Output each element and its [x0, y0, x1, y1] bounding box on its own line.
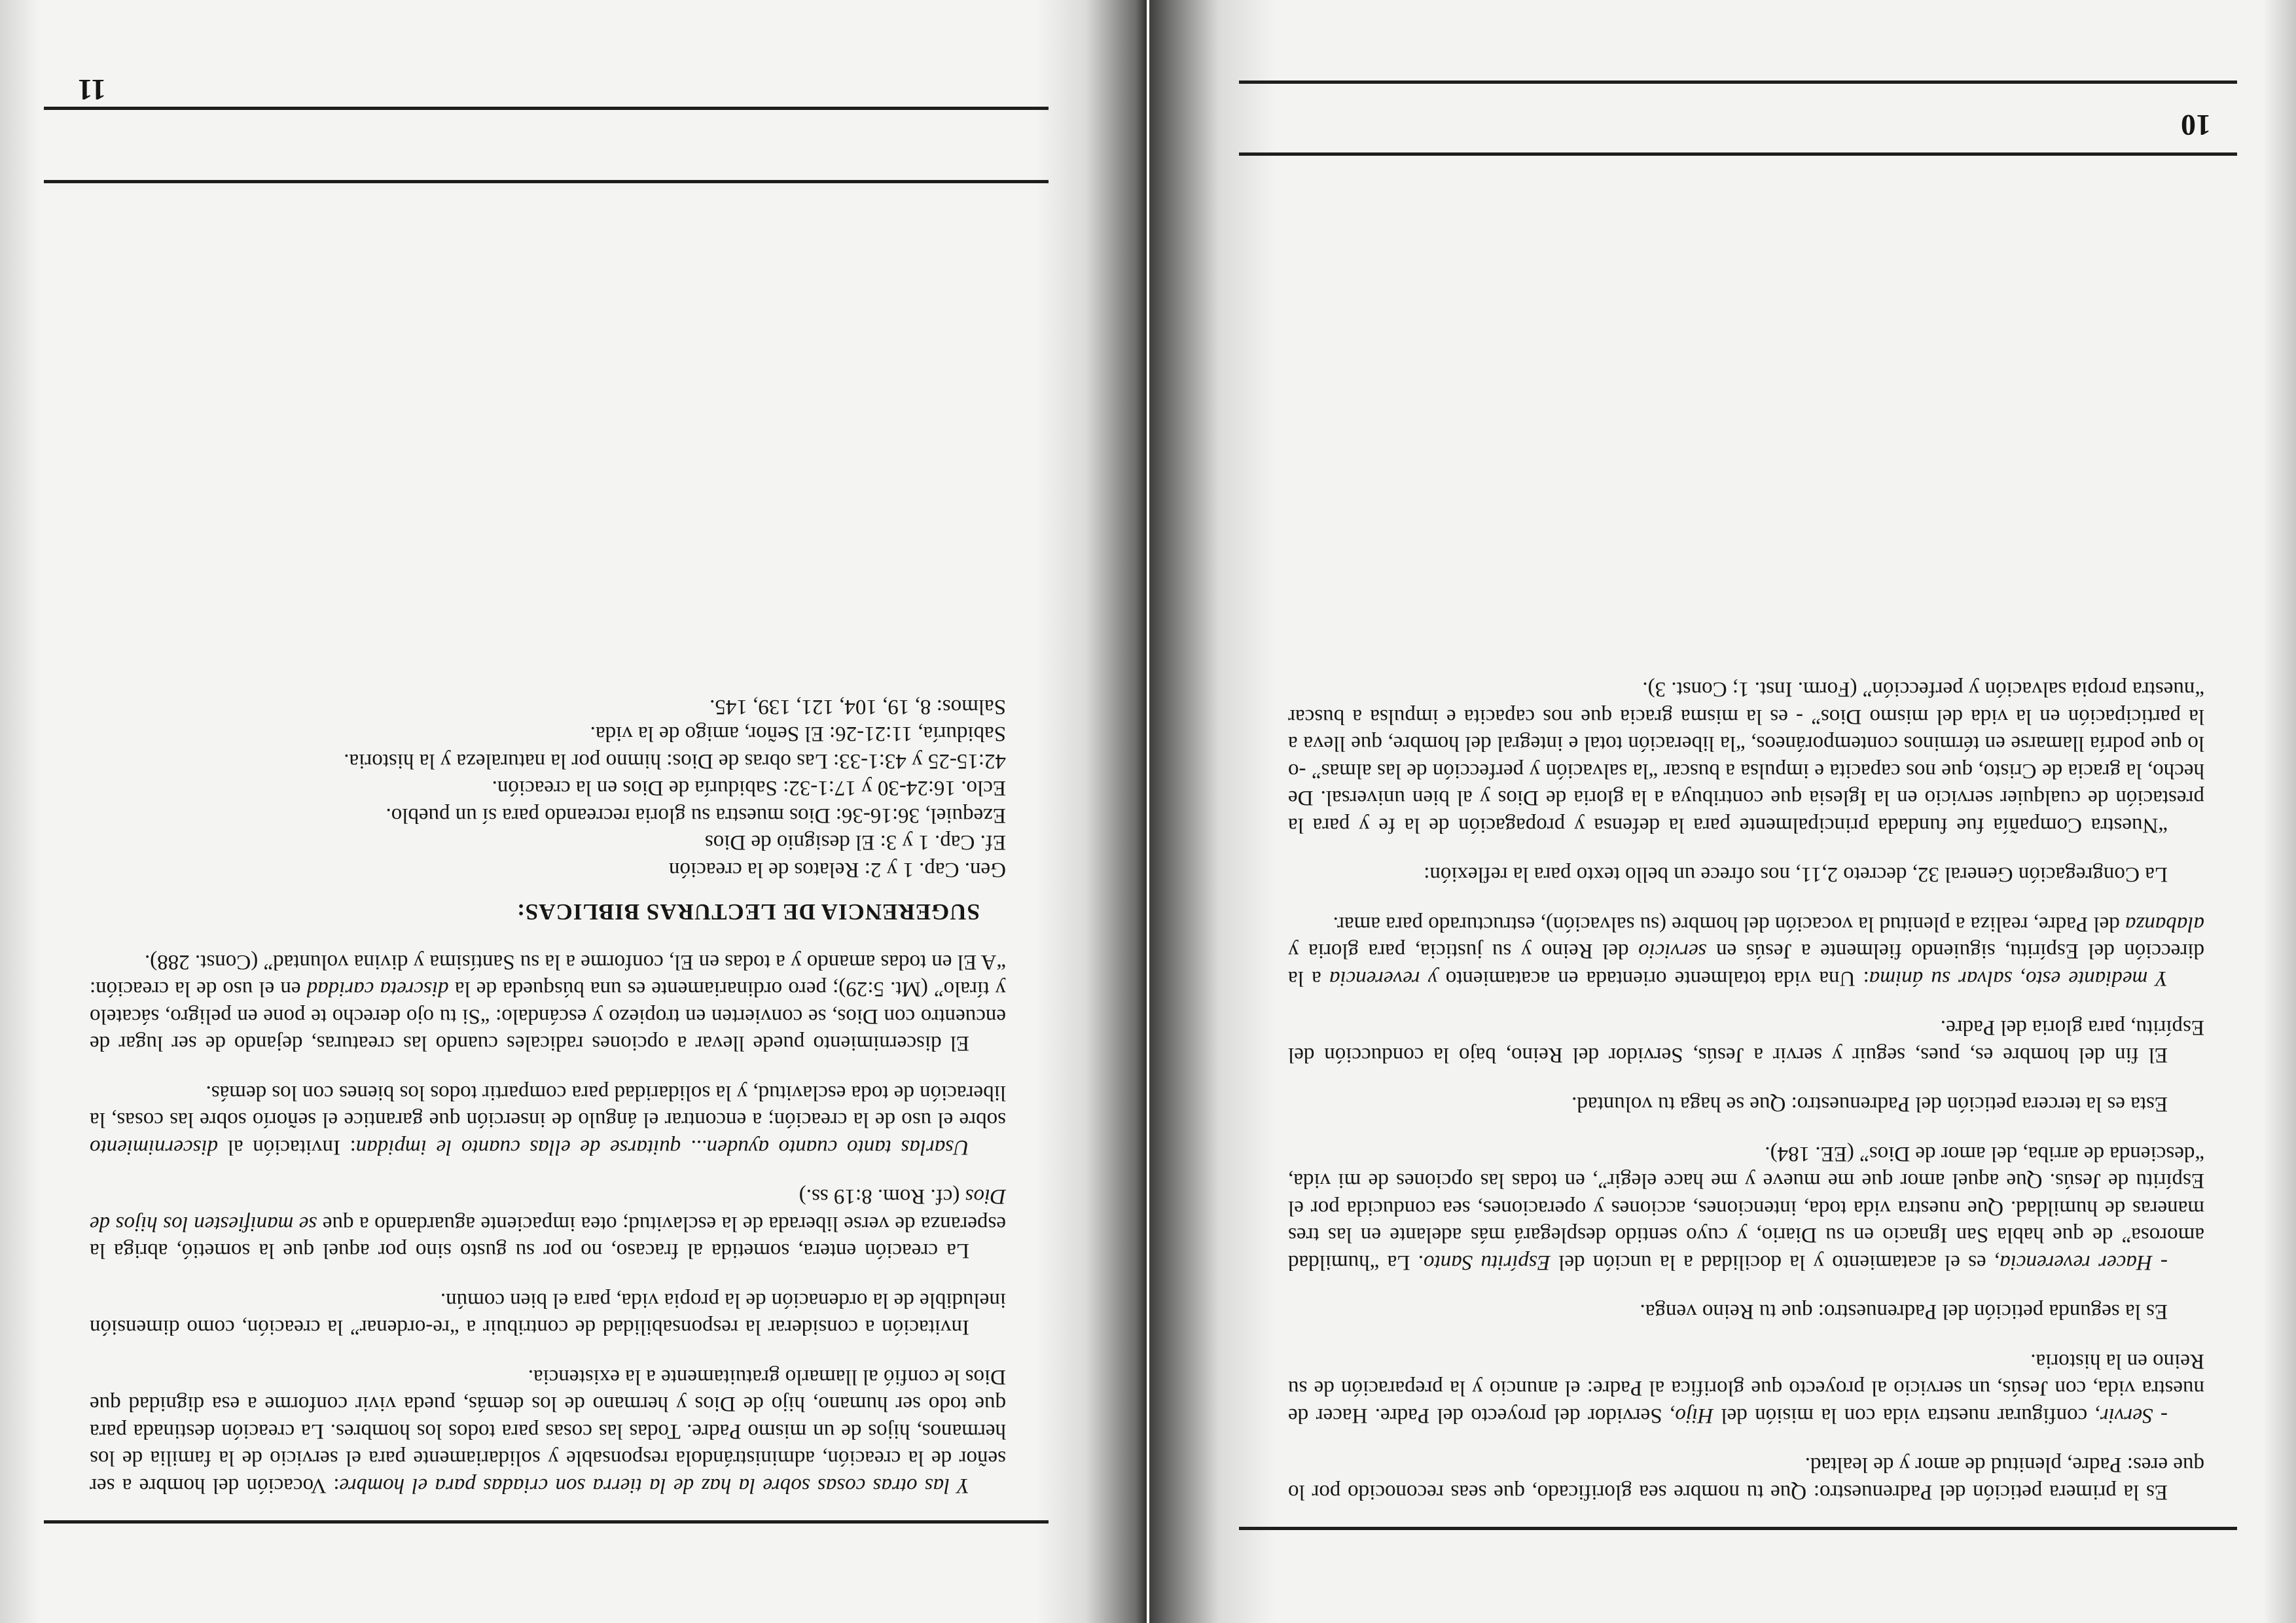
right-page-body [90, 693, 1006, 1499]
header-rule [1239, 152, 2237, 156]
left-page [1149, 0, 2296, 1623]
paragraph [1288, 1298, 2204, 1325]
gutter-shadow [1149, 0, 1275, 1623]
paragraph [1288, 910, 2204, 992]
paragraph [1288, 1090, 2204, 1118]
text-segment: , es el acatamiento y la docilidad a la unción del [1550, 1251, 2000, 1274]
reference-item: 42:15-25 y 43:1-33: Las obras de Dios: himno por la naturaleza y la historia. [344, 749, 1006, 773]
left-page-body [1288, 653, 2204, 1505]
text-segment: Invitación a considerar la responsabilidad de contribuir a “re-ordenar” la creación, como dimensión ineludible de la ordenación de la propia vida, para el bien común. [90, 1289, 1006, 1340]
text-segment: Es la segunda petición del Padrenuestro: que tu Reino venga. [1640, 1300, 2168, 1324]
paragraph [90, 1183, 1006, 1264]
paragraph [1288, 861, 2204, 888]
paragraph [90, 1363, 1006, 1499]
paragraph [90, 1287, 1006, 1341]
header-rule-lower [1239, 80, 2237, 84]
text-segment: (cf. Rom. 8:19 ss.) [798, 1185, 965, 1209]
paragraph [1288, 1014, 2204, 1068]
reference-item: Salmos: 8, 19, 104, 121, 139, 145. [709, 695, 1006, 719]
italic-text: discreta caridad [306, 977, 449, 1001]
text-segment: del Reino y su justicia, para gloria y [1288, 939, 1639, 963]
footer-rule [1239, 1527, 2237, 1530]
text-segment: “Nuestra Compañía fue fundada principalmente para la defensa y propagación de la fe y para la prestación de cualquier servicio en la Iglesia que contribuya a la gloria de Dios y al bien universal. De hecho, la gracia de Cristo, que nos capacita e impulsa a buscar “la salvación y perfección de las almas” -o lo que podría llamarse en términos contemporáneos, “la liberación total e integral del hombre, que lleva a la participación en la vida del mismo Dios” - es la misma gracia que nos capacita e impulsa a buscar “nuestra propia salvación y perfección” (Form. Inst. 1; Const. 3). [1288, 677, 2204, 837]
text-segment: a la dirección del Espíritu, siguiendo fielmente a Jesús en [1288, 939, 2204, 990]
text-segment: La creación entera, sometida al fracaso, no por su gusto sino por aquel que la sometió, abriga la esperanza de verse liberada de la esclavitud; otea impaciente aguardando a que [90, 1212, 1006, 1263]
text-segment: Esta es la tercera petición del Padrenuestro: Que se haga tu voluntad. [1571, 1092, 2168, 1116]
section-heading: SUGERENCIA DE LECTURAS BIBLICAS: [516, 899, 980, 925]
header-rule-lower [44, 180, 1049, 183]
italic-text: Y las otras cosas sobre la haz de la tierra son criadas para el hombre [339, 1474, 969, 1497]
text-segment: Es la primera petición del Padrenuestro: Que tu nombre sea glorificado, que seas reconocido por lo que eres: Padre, plenitud de amor y de lealtad. [1288, 1453, 2204, 1504]
text-segment: , configurar nuestra vida con la misión del [1713, 1404, 2100, 1427]
bible-references-list [90, 693, 1006, 883]
header-rule [44, 107, 1049, 110]
italic-text: se manifiesten los hijos de Dios [90, 1185, 1006, 1236]
reference-item: Ef. Cap. 1 y 3: El designio de Dios [704, 830, 1006, 855]
text-segment: . La “humildad amorosa” de que habla San Ignacio en su Diario, y cuyo sentido desplegará más adelante en las tres maneras de humildad. Que nuestra vida toda, intenciones, acciones y operaciones, sea conducida por el Espíritu de Jesús. Que aquel amor que me mueve y me hace elegir”, en todas las opciones de mi vida, “descienda de arriba, del amor de Dios” (EE. 184). [1287, 1142, 2204, 1274]
text-segment: - [2152, 1251, 2168, 1274]
text-segment: : Una vida totalmente orientada en acatamiento [1437, 967, 1869, 990]
page-edge-shadow [0, 0, 39, 1623]
italic-text: Y mediante esto, salvar su ánima [1869, 967, 2168, 990]
text-segment: , Servidor del proyecto del Padre. Hacer de nuestra vida, con Jesús, un servicio al proyecto que glorifica al Padre: el anuncio y la preparación de su Reino en la historia. [1288, 1349, 2204, 1427]
paragraph [1288, 675, 2204, 838]
text-segment: La Congregación General 32, decreto 2,11, nos ofrece un bello texto para la reflexión: [1424, 863, 2168, 887]
text-segment: El fin del hombre es, pues, seguir y servir a Jesús, Servidor del Reino, bajo la conducción del Espíritu, para gloria del Padre. [1288, 1016, 2204, 1067]
paragraph [90, 1079, 1006, 1161]
text-segment: : Vocación del hombre a ser señor de la creación, administrándola responsable y solidariamente para el servicio de la familia de los hermanos, hijos de un mismo Padre. Todas las cosas para todos los hombres. La creación destinada para que todo ser humano, hijo de Dios y hermano de los demás, pueda vivir conforme a esa dignidad que Dios le confió al llamarlo gratuitamente a la existencia. [90, 1365, 1006, 1497]
italic-text: Hijo [1675, 1404, 1713, 1427]
reference-item: Sabiduría, 11:21-26: El Señor, amigo de la vida. [590, 722, 1006, 746]
italic-text: discernimiento [90, 1135, 219, 1159]
text-segment: El discernimiento puede llevar a opciones radicales cuando las creaturas, dejando de ser lugar de encuentro con Dios, se convierten en tropiezo y escándalo: “Si tu ojo derecho te pone en peligro, sácatelo y tíralo” (Mt. 5:29); pero ordinariamente es una búsqueda de la [90, 977, 1006, 1056]
page-edge-shadow [2263, 0, 2296, 1623]
text-segment: - [2153, 1404, 2168, 1427]
paragraph [1288, 1451, 2204, 1505]
italic-text: Hacer reverencia [2000, 1251, 2153, 1274]
text-segment: en el uso de la creación: “A El en todas amando y a todas en El, conforme a la su Santísima y divina voluntad” (Const. 288). [90, 950, 1006, 1001]
text-segment: del Padre, realiza a plenitud la vocación del hombre (su salvación), estructurado para amar. [1333, 912, 2125, 936]
italic-text: y reverencia [1329, 967, 1438, 990]
text-segment: : Invitación al [218, 1135, 356, 1159]
paragraph [90, 948, 1006, 1057]
right-page [0, 0, 1147, 1623]
italic-text: Espíritu Santo [1424, 1251, 1551, 1274]
reference-item: Ezequiel, 36:16-36: Dios muestra su gloria recreando para sí un pueblo. [386, 804, 1006, 827]
paragraph [1288, 1140, 2204, 1276]
italic-text: Servir [2100, 1404, 2153, 1427]
paragraph [1288, 1347, 2204, 1429]
footer-rule [44, 1520, 1049, 1524]
page-number: 10 [2181, 109, 2211, 142]
italic-text: servicio [1638, 939, 1707, 963]
italic-text: alabanza [2125, 912, 2204, 936]
text-segment: sobre el uso de la creación; a encontrar el ángulo de inserción que garantice el señorío sobre las cosas, la liberación de toda esclavitud, y la solidaridad para compartir todos los bienes con los demás. [90, 1081, 1006, 1132]
page-number: 11 [77, 73, 106, 107]
reference-item: Gen. Cap. 1 y 2: Relatos de la creación [669, 858, 1006, 882]
gutter-shadow [1035, 0, 1147, 1623]
reference-item: Eclo. 16:24-30 y 17:1-32: Sabiduría de Dios en la creación. [492, 776, 1006, 800]
italic-text: Usarlas tanto cuanto ayuden... quitarse de ellas cuanto le impidan [355, 1135, 969, 1159]
